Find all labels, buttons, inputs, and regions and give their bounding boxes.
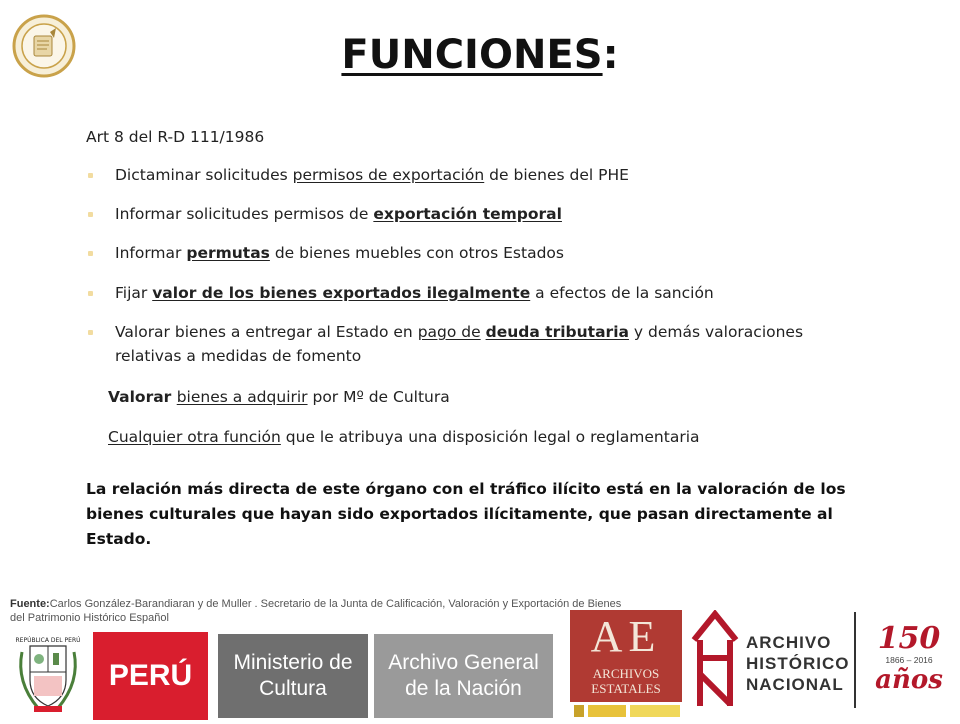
ae-line2: ESTATALES — [591, 681, 661, 696]
item-underlined: Cualquier otra función — [108, 428, 281, 446]
bullet-marker — [88, 173, 93, 178]
item-underlined: pago de — [417, 323, 481, 341]
peru-label: PERÚ — [108, 659, 193, 692]
function-item — [108, 428, 700, 446]
function-item-continuation: relativas a medidas de fomento — [115, 347, 362, 365]
peru-coat-of-arms — [8, 632, 88, 720]
archivo-historico-nacional-logo — [690, 610, 955, 715]
ahn-line1: ARCHIVO — [746, 633, 832, 652]
function-item — [115, 284, 714, 302]
item-underlined: valor de los bienes exportados ilegalmente — [152, 284, 531, 302]
item-text: a efectos de la sanción — [530, 284, 714, 302]
item-text: de bienes muebles con otros Estados — [269, 244, 564, 262]
peru-red-box — [93, 632, 208, 720]
slide-title — [0, 32, 960, 78]
archivo-general-box — [374, 634, 553, 718]
function-item — [108, 388, 450, 406]
peru-shield-text: REPÚBLICA DEL PERÚ — [15, 637, 81, 644]
bullet-marker — [88, 330, 93, 335]
archivos-estatales-logo — [570, 610, 682, 720]
item-underlined: permutas — [186, 244, 270, 262]
function-item — [115, 323, 803, 341]
source-text: Carlos González-Barandiaran y de Muller . Secretario de la Junta de Calificación, Valoración y Exportación de Bienes del Patrimonio Histórico Español — [10, 598, 622, 624]
item-text: Valorar — [108, 388, 177, 406]
item-underlined: deuda tributaria — [485, 323, 629, 341]
anniversary-years: 1866 – 2016 — [885, 655, 933, 665]
item-text: por Mº de Cultura — [307, 388, 450, 406]
item-text: Fijar — [115, 284, 153, 302]
ahn-text — [746, 632, 849, 695]
item-text: Valorar bienes a entregar al Estado en — [115, 323, 418, 341]
ministry-band-icon — [630, 705, 680, 717]
function-item — [115, 244, 564, 262]
anniversary-word: años — [875, 665, 943, 695]
spain-government-strip — [570, 702, 682, 720]
item-text: Informar solicitudes permisos de — [115, 205, 374, 223]
spain-coat-of-arms-icon — [574, 705, 584, 717]
ae-letters-box — [580, 614, 672, 660]
bullet-marker — [88, 212, 93, 217]
archivo-line2: de la Nación — [405, 677, 522, 700]
bullet-marker — [88, 291, 93, 296]
item-text: que le atribuya una disposición legal o reglamentaria — [280, 428, 700, 446]
conclusion-note: La relación más directa de este órgano con el tráfico ilícito está en la valoración de los bienes culturales que hayan sido exportados ilícitamente, que pasan directamente al Estado. — [86, 480, 846, 548]
item-underlined: bienes a adquirir — [176, 388, 308, 406]
ministerio-line1: Ministerio de — [233, 651, 353, 674]
ministerio-box — [218, 634, 368, 718]
source-label: Fuente: — [10, 598, 50, 610]
ministerio-line2: Cultura — [259, 677, 327, 700]
source-citation — [10, 597, 630, 625]
item-text: y demás valoraciones — [628, 323, 804, 341]
ae-letters: AE — [590, 612, 662, 661]
function-item — [115, 205, 562, 223]
government-flag-icon — [588, 705, 626, 717]
ahn-monogram-icon — [690, 610, 740, 710]
item-underlined: exportación temporal — [373, 205, 562, 223]
logo-divider — [854, 612, 856, 708]
item-underlined: permisos de exportación — [292, 166, 485, 184]
ahn-line2: HISTÓRICO — [746, 654, 850, 673]
anniversary-number: 150 — [877, 621, 941, 656]
anniversary-150-logo — [866, 621, 952, 695]
bullet-marker — [88, 251, 93, 256]
item-text: de bienes del PHE — [484, 166, 629, 184]
peru-ministry-logo-strip — [8, 632, 553, 720]
item-text: Dictaminar solicitudes — [115, 166, 293, 184]
ahn-line3: NACIONAL — [746, 675, 844, 694]
function-item — [115, 166, 629, 184]
title-word: FUNCIONES — [341, 32, 603, 78]
ae-text — [570, 666, 682, 696]
item-text: Informar — [115, 244, 187, 262]
ae-line1: ARCHIVOS — [592, 666, 660, 681]
title-colon: : — [602, 32, 619, 78]
archivo-line1: Archivo General — [388, 651, 539, 674]
article-reference: Art 8 del R-D 111/1986 — [86, 128, 265, 146]
